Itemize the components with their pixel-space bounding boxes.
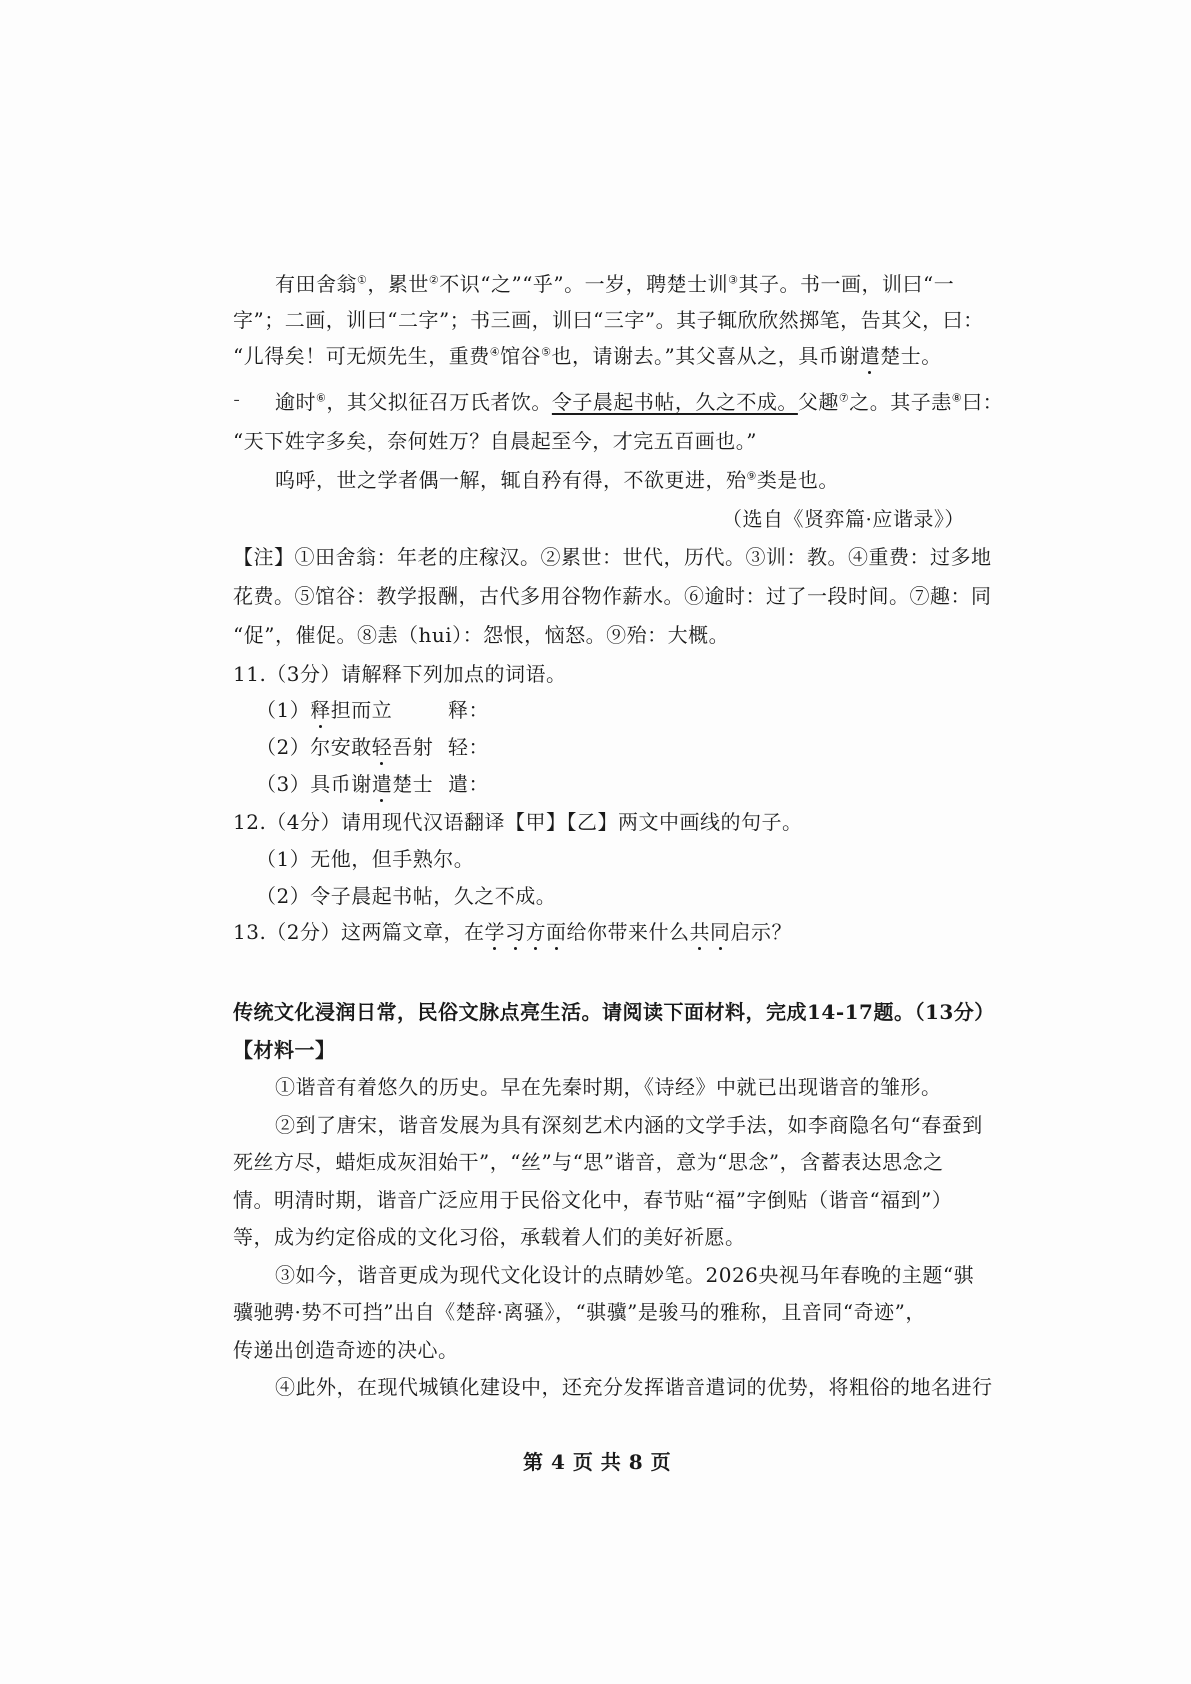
text: 传统文化浸润日常，民俗文脉点亮生活。请阅读下面材料，完成14-17题。（13分） — [233, 1000, 995, 1024]
text: 传递出创造奇迹的决心。 — [233, 1338, 459, 1362]
text: 吾射 — [392, 735, 434, 759]
text: 馆谷 — [500, 344, 542, 368]
text: 有田舍翁 — [275, 272, 357, 296]
text: （2）尔安敢 — [256, 735, 372, 759]
footnote-mark: ① — [357, 273, 368, 287]
footnote-mark: ⑥ — [316, 391, 327, 405]
notes-line — [233, 621, 729, 649]
passage-line — [275, 270, 954, 298]
text: 楚士 — [392, 772, 434, 796]
text: ①谐音有着悠久的历史。早在先秦时期，《诗经》中就已出现谐音的雏形。 — [275, 1075, 942, 1099]
text: 第 4 页 共 8 页 — [523, 1450, 672, 1474]
text: ②到了唐宋，谐音发展为具有深刻艺术内涵的文学手法，如李商隐名句“春蚕到 — [275, 1113, 983, 1137]
dotted-char: 同 — [710, 920, 731, 944]
text: （2）令子晨起书帖，久之不成。 — [256, 884, 557, 908]
footnote-mark: ④ — [489, 345, 501, 359]
question-12-item — [256, 882, 556, 910]
text: 启示？ — [730, 920, 793, 944]
text: ，其父拟征召万氏者饮。 — [326, 390, 552, 414]
text: 楚士。 — [880, 344, 942, 368]
underlined-sentence: 令子晨起书帖，久之不成。 — [551, 390, 798, 414]
text: “促”，催促。⑧恚（hui）：怨恨，恼怒。⑨殆：大概。 — [233, 623, 730, 647]
footnote-mark: ② — [428, 273, 440, 287]
text: 字”；二画，训曰“二字”；书三画，训曰“三字”。其子辄欣欣然掷笔，告其父，曰： — [233, 308, 984, 332]
text: 也，请谢去。”其父喜从之，具币谢 — [551, 344, 860, 368]
text: ，累世 — [367, 272, 429, 296]
question-13 — [233, 918, 792, 946]
text: “儿得矣！可无烦先生，重费 — [233, 344, 490, 368]
text: 等，成为约定俗成的文化习俗，承载着人们的美好祈愿。 — [233, 1225, 746, 1249]
text: 12.（4分）请用现代汉语翻译【甲】【乙】两文中画线的句子。 — [233, 810, 803, 834]
material-line — [233, 1223, 746, 1251]
text: （3）具币谢 — [256, 772, 372, 796]
text: ③如今，谐音更成为现代文化设计的点睛妙笔。2026央视马年春晚的主题“骐 — [275, 1263, 975, 1287]
dotted-char: 方 — [525, 920, 547, 944]
text: 父趣 — [797, 390, 839, 414]
text: 11.（3分）请解释下列加点的词语。 — [233, 662, 567, 686]
text: 轻： — [448, 735, 489, 759]
footnote-mark: ⑦ — [838, 391, 850, 405]
dotted-char: 遣 — [859, 344, 881, 368]
question-12-item — [256, 845, 474, 873]
page-number — [523, 1448, 671, 1476]
material-line — [233, 1148, 944, 1176]
text: （选自《贤弈篇·应谐录》） — [722, 507, 965, 531]
dotted-char: 习 — [505, 920, 526, 944]
stray-mark: ᐨ — [233, 394, 241, 415]
text: “天下姓字多矣，奈何姓万？自晨起至今，才完五百画也。” — [233, 429, 757, 453]
text: 不识“之”“乎”。一岁，聘楚士训 — [439, 272, 729, 296]
text: 花费。⑤馆谷：教学报酬，古代多用谷物作薪水。⑥逾时：过了一段时间。⑦趣：同 — [233, 584, 992, 608]
footnote-mark: ⑨ — [746, 469, 757, 483]
answer-blank — [448, 733, 489, 761]
material-heading — [233, 1036, 336, 1064]
text: （1） — [256, 698, 311, 722]
footnote-mark: ⑤ — [541, 345, 552, 359]
text: 曰： — [962, 390, 1004, 414]
text: 呜呼，世之学者偶一解，辄自矜有得，不欲更进，殆 — [275, 468, 747, 492]
text: 死丝方尽，蜡炬成灰泪始干”，“丝”与“思”谐音，意为“思念”，含蓄表达思念之 — [233, 1150, 944, 1174]
material-line — [233, 1336, 459, 1364]
answer-blank — [448, 696, 489, 724]
dotted-char: 轻 — [371, 735, 393, 759]
section-intro — [233, 998, 995, 1026]
material-line — [275, 1373, 993, 1401]
text: 骥驰骋·势不可挡”出自《楚辞·离骚》，“骐骥”是骏马的雅称，且音同“奇迹”， — [233, 1300, 926, 1324]
question-11-item — [256, 770, 433, 798]
question-11 — [233, 660, 567, 688]
text: 遣： — [448, 772, 489, 796]
passage-line — [233, 342, 942, 370]
footnote-mark: ③ — [728, 273, 739, 287]
passage-line — [233, 306, 984, 334]
passage-line — [275, 466, 839, 494]
dotted-char: 共 — [689, 920, 711, 944]
dotted-char: 遣 — [371, 772, 393, 796]
answer-blank — [448, 770, 489, 798]
material-line — [275, 1111, 983, 1139]
text: 情。明清时期，谐音广泛应用于民俗文化中，春节贴“福”字倒贴（谐音“福到”） — [233, 1188, 953, 1212]
text: 其子。书一画，训曰“一 — [738, 272, 955, 296]
notes-line — [233, 582, 992, 610]
material-line — [275, 1261, 974, 1289]
text: 逾时 — [275, 390, 316, 414]
passage-line — [275, 388, 1003, 416]
material-line — [233, 1186, 952, 1214]
text: 释： — [448, 698, 489, 722]
text: 给你带来什么 — [566, 920, 690, 944]
question-12 — [233, 808, 803, 836]
text: 担而立 — [330, 698, 393, 722]
material-line — [275, 1073, 942, 1101]
passage-source — [722, 505, 965, 533]
dotted-char: 面 — [546, 920, 567, 944]
text: 之。其子恚 — [849, 390, 952, 414]
text: ④此外，在现代城镇化建设中，还充分发挥谐音遣词的优势，将粗俗的地名进行 — [275, 1375, 993, 1399]
text: 【注】①田舍翁：年老的庄稼汉。②累世：世代，历代。③训：教。④重费：过多地 — [233, 545, 992, 569]
notes-line — [233, 543, 992, 571]
material-line — [233, 1298, 926, 1326]
footnote-mark: ⑧ — [951, 391, 963, 405]
text: 【材料一】 — [233, 1038, 336, 1062]
text: 13.（2分）这两篇文章，在 — [233, 920, 485, 944]
dotted-char: 学 — [484, 920, 506, 944]
text: （1）无他，但手熟尔。 — [256, 847, 475, 871]
question-11-item — [256, 696, 392, 724]
dotted-char: 释 — [310, 698, 331, 722]
text: 类是也。 — [756, 468, 839, 492]
passage-line — [233, 427, 757, 455]
question-11-item — [256, 733, 433, 761]
